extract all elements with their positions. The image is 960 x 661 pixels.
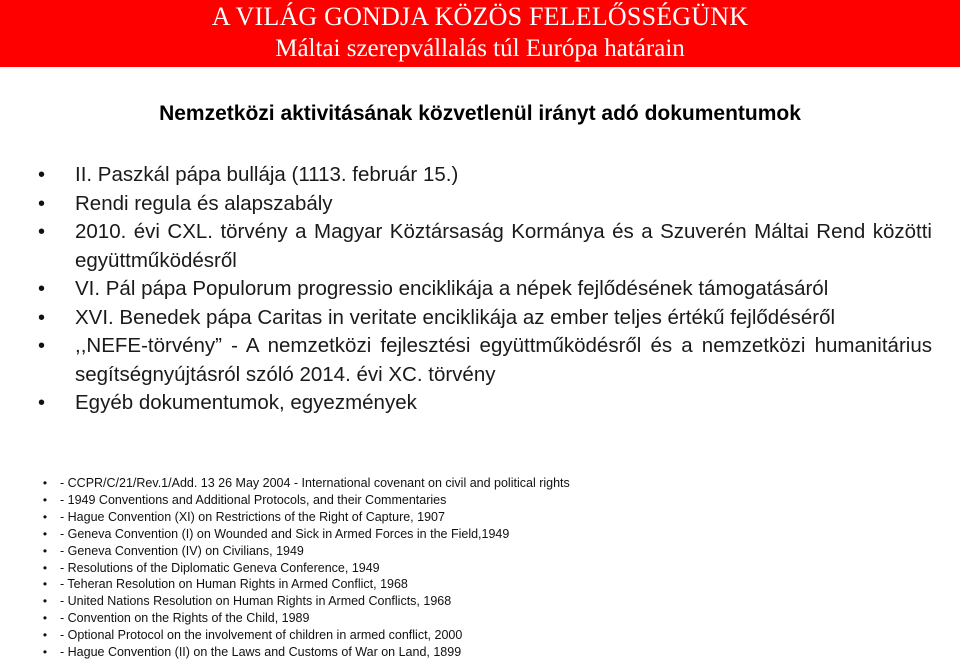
- list-item: [0, 190, 960, 219]
- bullet-icon: •: [38, 278, 46, 300]
- sub-list-item: [0, 526, 960, 543]
- bullet-icon: •: [42, 543, 48, 558]
- banner-title: A VILÁG GONDJA KÖZÖS FELELŐSSÉGÜNK: [211, 2, 749, 31]
- list-item: [0, 218, 960, 275]
- list-item-text: Egyéb dokumentumok, egyezmények: [75, 391, 417, 414]
- sub-list-item-text: - Convention on the Rights of the Child, 1989: [60, 611, 310, 626]
- sub-list-item: [0, 475, 960, 492]
- bullet-icon: •: [38, 192, 46, 215]
- bullet-icon: •: [42, 560, 48, 575]
- banner-subtitle: Máltai szerepvállalás túl Európa határain: [275, 35, 685, 62]
- list-item: [0, 304, 960, 333]
- bullet-icon: •: [42, 577, 48, 592]
- bullet-icon: •: [38, 221, 46, 243]
- sub-list-item-text: - United Nations Resolution on Human Rights in Armed Conflicts, 1968: [60, 594, 452, 609]
- bullet-icon: •: [42, 594, 48, 609]
- bullet-icon: •: [38, 164, 46, 186]
- bullet-icon: •: [42, 645, 48, 660]
- bullet-icon: •: [42, 509, 48, 524]
- list-item: [0, 389, 960, 418]
- sub-list-item: [0, 560, 960, 577]
- list-item-text: ,,NEFE-törvény” - A nemzetközi fejlesztési együttműködésről és a nemzetközi humanitárius segítségnyújtásról szóló 2014. évi XC. törvény: [75, 334, 932, 386]
- bullet-icon: •: [38, 335, 46, 357]
- list-item-text: XVI. Benedek pápa Caritas in veritate enciklikája az ember teljes értékű fejlődéséről: [75, 305, 836, 329]
- bullet-icon: •: [42, 476, 48, 490]
- page-heading: Nemzetközi aktivitásának közvetlenül irányt adó dokumentumok: [159, 102, 801, 125]
- title-banner: [0, 0, 960, 67]
- bullet-icon: •: [38, 306, 46, 329]
- sub-list-item-text: - Geneva Convention (I) on Wounded and Sick in Armed Forces in the Field,1949: [60, 526, 510, 541]
- documents-list: [0, 161, 960, 418]
- sub-list-item-text: - Geneva Convention (IV) on Civilians, 1949: [60, 543, 304, 558]
- list-item-text: Rendi regula és alapszabály: [75, 191, 333, 215]
- list-item-text: VI. Pál pápa Populorum progressio enciklikája a népek fejlődésének támogatásáról: [75, 277, 829, 300]
- bullet-icon: •: [42, 492, 48, 507]
- sub-list-item-text: - CCPR/C/21/Rev.1/Add. 13 26 May 2004 - International covenant on civil and political rights: [60, 476, 570, 490]
- bullet-icon: •: [42, 628, 48, 643]
- sub-list-item-text: - Teheran Resolution on Human Rights in Armed Conflict, 1968: [60, 577, 408, 592]
- sub-list-item-text: - 1949 Conventions and Additional Protocols, and their Commentaries: [60, 492, 447, 507]
- bullet-icon: •: [38, 392, 46, 414]
- sub-list-item: [0, 610, 960, 627]
- list-item-text: II. Paszkál pápa bullája (1113. február 15.): [75, 163, 459, 186]
- list-item: [0, 332, 960, 389]
- sub-list-item: [0, 644, 960, 661]
- sub-list-item-text: - Hague Convention (II) on the Laws and Customs of War on Land, 1899: [60, 645, 462, 660]
- sub-list-item-text: - Resolutions of the Diplomatic Geneva Conference, 1949: [60, 560, 380, 575]
- sub-list-item: [0, 576, 960, 593]
- list-item: [0, 275, 960, 304]
- sub-list-item: [0, 627, 960, 644]
- sub-list-item: [0, 492, 960, 509]
- sub-list-item: [0, 509, 960, 526]
- bullet-icon: •: [42, 526, 48, 541]
- list-item-text: 2010. évi CXL. törvény a Magyar Köztársaság Kormánya és a Szuverén Máltai Rend közötti együttműködésről: [75, 220, 932, 272]
- sub-list-item: [0, 593, 960, 610]
- sub-list-item-text: - Optional Protocol on the involvement of children in armed conflict, 2000: [60, 628, 463, 643]
- list-item: [0, 161, 960, 190]
- conventions-list: [0, 475, 960, 661]
- sub-list-item-text: - Hague Convention (XI) on Restrictions of the Right of Capture, 1907: [60, 509, 445, 524]
- sub-list-item: [0, 543, 960, 560]
- bullet-icon: •: [42, 611, 48, 626]
